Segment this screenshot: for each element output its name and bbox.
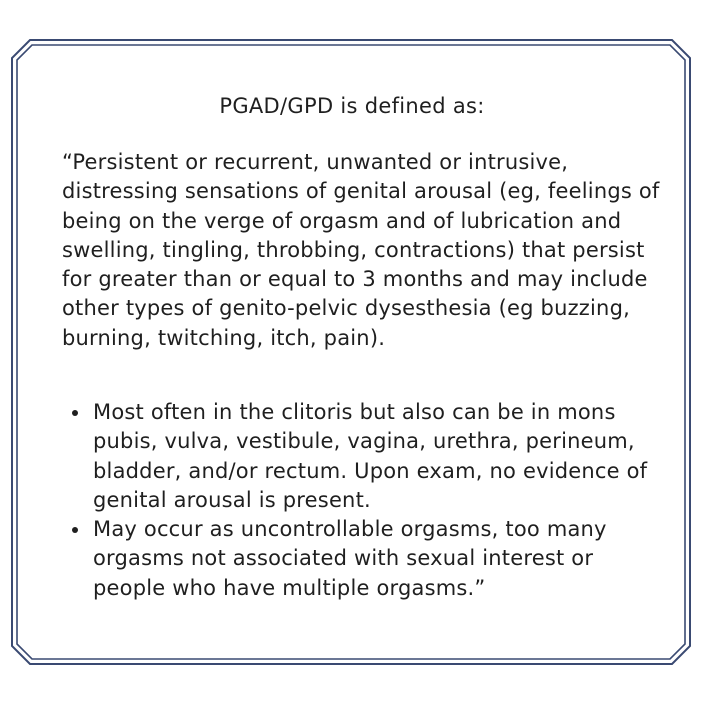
symptom-list xyxy=(72,398,652,603)
bullet-dot-icon xyxy=(72,410,78,416)
list-item-text: Most often in the clitoris but also can be in mons pubis, vulva, vestibule, vagina, urethra, perineum, bladder, and/or rectum. Upon exam, no evidence of genital arousal is present. xyxy=(93,400,648,512)
list-item-text: May occur as uncontrollable orgasms, too many orgasms not associated with sexual interest or people who have multiple orgasms.” xyxy=(93,517,607,600)
list-item xyxy=(72,515,652,603)
bullet-dot-icon xyxy=(72,527,78,533)
definition-quote: “Persistent or recurrent, unwanted or intrusive, distressing sensations of genital arousal (eg, feelings of being on the verge of orgasm and of lubrication and swelling, tingling, throbbing, contractions) that persist for greater than or equal to 3 months and may include other types of genito-pelvic dysesthesia (eg buzzing, burning, twitching, itch, pain). xyxy=(62,150,660,350)
list-item xyxy=(72,398,652,515)
card-heading: PGAD/GPD is defined as: xyxy=(219,94,485,118)
